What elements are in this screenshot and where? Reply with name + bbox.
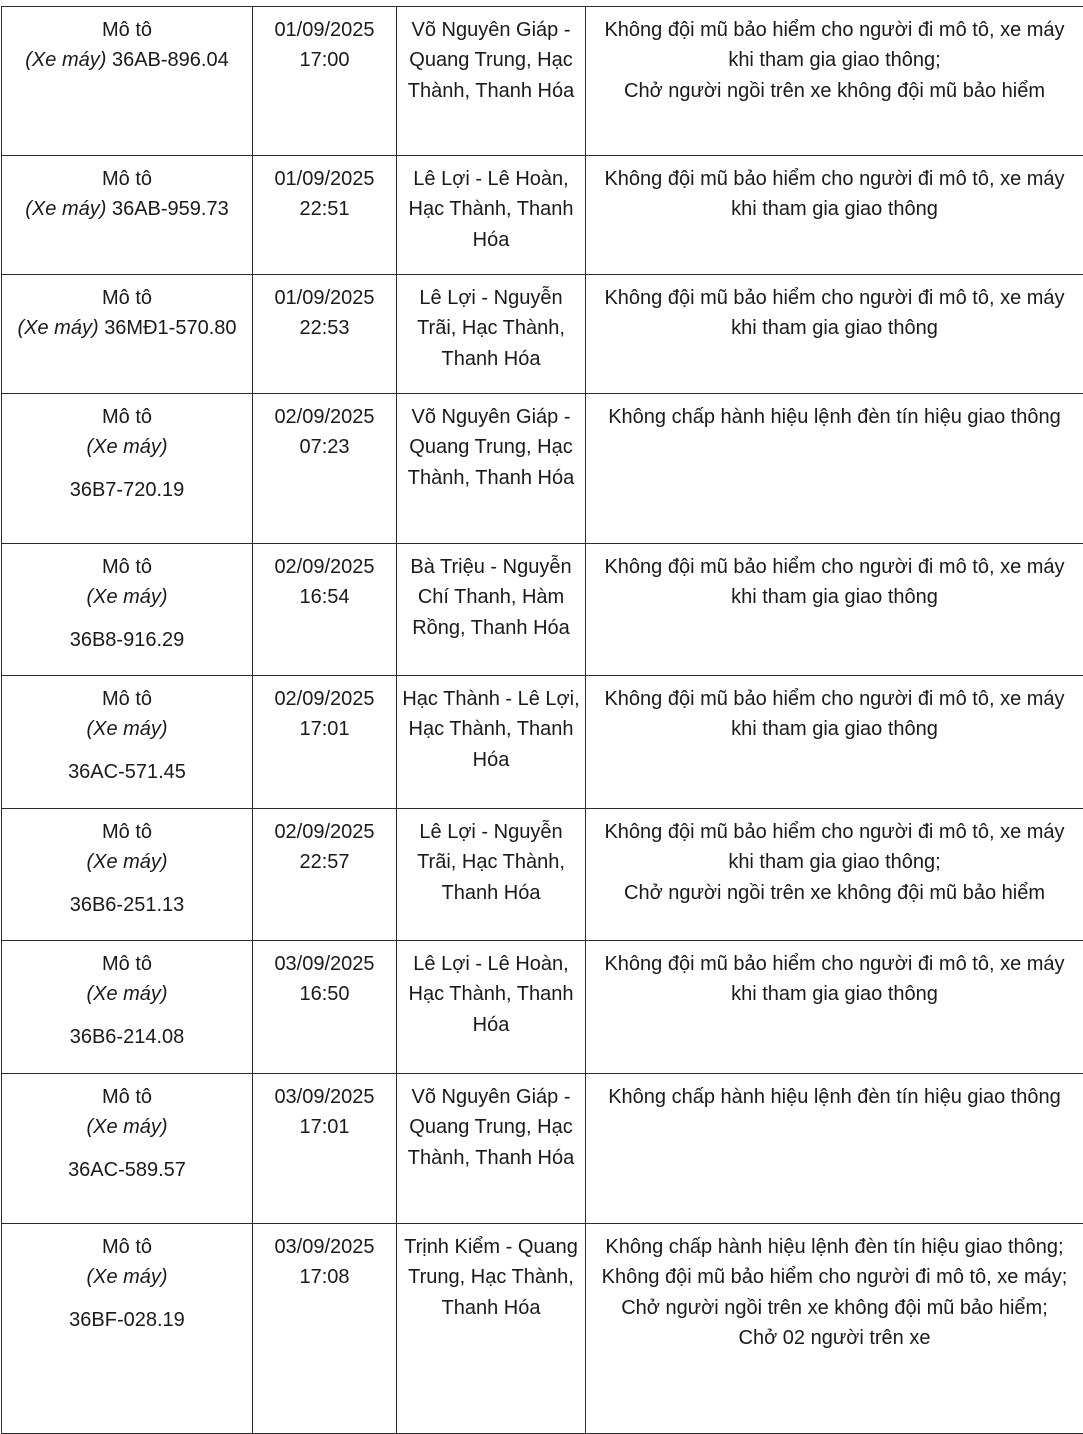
vehicle-cell: [2, 941, 253, 1074]
violation-location: Lê Lợi - Lê Hoàn, Hạc Thành, Thanh Hóa: [402, 164, 580, 255]
violation-location: Võ Nguyên Giáp - Quang Trung, Hạc Thành, Thanh Hóa: [402, 402, 580, 493]
violation-time: 17:08: [258, 1262, 391, 1292]
violation-location: Hạc Thành - Lê Lợi, Hạc Thành, Thanh Hóa: [402, 684, 580, 775]
violation-time: 07:23: [258, 432, 391, 462]
vehicle-subtype: [7, 1112, 247, 1142]
vehicle-cell: [2, 156, 253, 275]
vehicle-type: Mô tô: [7, 1232, 247, 1262]
violation-cell: [586, 941, 1083, 1074]
vehicle-type: Mô tô: [7, 949, 247, 979]
table-row: [2, 394, 1083, 544]
vehicle-type: Mô tô: [7, 402, 247, 432]
violation-location: Lê Lợi - Lê Hoàn, Hạc Thành, Thanh Hóa: [402, 949, 580, 1040]
violation-description: Không chấp hành hiệu lệnh đèn tín hiệu giao thông: [588, 1082, 1081, 1112]
violation-cell: [586, 275, 1083, 394]
violation-time: 17:00: [258, 45, 391, 75]
violation-date: 03/09/2025: [258, 949, 391, 979]
violations-table: [1, 6, 1083, 1434]
datetime-cell: [253, 1224, 397, 1434]
violation-location: Lê Lợi - Nguyễn Trãi, Hạc Thành, Thanh Hóa: [402, 283, 580, 374]
location-cell: [397, 1224, 586, 1434]
license-plate: 36B6-214.08: [7, 1022, 247, 1052]
violation-date: 01/09/2025: [258, 164, 391, 194]
violation-time: 16:50: [258, 979, 391, 1009]
vehicle-subtype-text: (Xe máy): [86, 718, 167, 740]
location-cell: [397, 809, 586, 941]
violation-description: Chở người ngồi trên xe không đội mũ bảo hiểm;: [591, 1293, 1078, 1323]
license-plate: 36BF-028.19: [7, 1305, 247, 1335]
vehicle-cell: [2, 676, 253, 809]
vehicle-subtype: [7, 432, 247, 462]
violation-date: 01/09/2025: [258, 283, 391, 313]
vehicle-type: Mô tô: [7, 552, 247, 582]
violation-description: Không chấp hành hiệu lệnh đèn tín hiệu giao thông: [588, 402, 1081, 432]
table-row: [2, 7, 1083, 156]
violation-location: Lê Lợi - Nguyễn Trãi, Hạc Thành, Thanh Hóa: [402, 817, 580, 908]
vehicle-subtype-text: (Xe máy): [86, 851, 167, 873]
license-plate: 36AC-571.45: [7, 757, 247, 787]
vehicle-type: Mô tô: [7, 283, 247, 313]
violation-time: 22:57: [258, 847, 391, 877]
vehicle-subtype-and-plate: [7, 45, 247, 75]
datetime-cell: [253, 809, 397, 941]
vehicle-cell: [2, 1224, 253, 1434]
vehicle-subtype-text: (Xe máy): [86, 586, 167, 608]
violation-description: Không đội mũ bảo hiểm cho người đi mô tô, xe máy khi tham gia giao thông: [591, 283, 1078, 344]
license-plate: 36AB-896.04: [112, 49, 229, 71]
table-row: [2, 544, 1083, 676]
violation-date: 02/09/2025: [258, 684, 391, 714]
violation-description: Chở 02 người trên xe: [591, 1323, 1078, 1353]
violation-date: 02/09/2025: [258, 817, 391, 847]
violation-location: Bà Triệu - Nguyễn Chí Thanh, Hàm Rồng, Thanh Hóa: [402, 552, 580, 643]
datetime-cell: [253, 394, 397, 544]
vehicle-type: Mô tô: [7, 1082, 247, 1112]
violation-description: Không đội mũ bảo hiểm cho người đi mô tô, xe máy khi tham gia giao thông: [591, 949, 1078, 1010]
violation-description: Không đội mũ bảo hiểm cho người đi mô tô, xe máy khi tham gia giao thông;: [591, 15, 1078, 76]
table-row: [2, 275, 1083, 394]
datetime-cell: [253, 676, 397, 809]
violation-date: 03/09/2025: [258, 1082, 391, 1112]
vehicle-subtype-and-plate: [7, 194, 247, 224]
violation-date: 02/09/2025: [258, 402, 391, 432]
violation-location: Võ Nguyên Giáp - Quang Trung, Hạc Thành, Thanh Hóa: [402, 1082, 580, 1173]
violation-time: 17:01: [258, 1112, 391, 1142]
location-cell: [397, 941, 586, 1074]
vehicle-type: Mô tô: [7, 684, 247, 714]
vehicle-subtype: [7, 1262, 247, 1292]
vehicle-cell: [2, 1074, 253, 1224]
violation-date: 03/09/2025: [258, 1232, 391, 1262]
vehicle-subtype: [7, 847, 247, 877]
table-row: [2, 1074, 1083, 1224]
location-cell: [397, 394, 586, 544]
vehicle-subtype: (Xe máy): [18, 317, 99, 339]
table-row: [2, 809, 1083, 941]
table-row: [2, 941, 1083, 1074]
datetime-cell: [253, 1074, 397, 1224]
datetime-cell: [253, 7, 397, 156]
violation-description: Chở người ngồi trên xe không đội mũ bảo hiểm: [591, 878, 1078, 908]
violation-cell: [586, 156, 1083, 275]
table-row: [2, 156, 1083, 275]
vehicle-subtype-text: (Xe máy): [86, 436, 167, 458]
vehicle-subtype-and-plate: [7, 313, 247, 343]
datetime-cell: [253, 544, 397, 676]
violation-cell: [586, 394, 1083, 544]
location-cell: [397, 7, 586, 156]
location-cell: [397, 156, 586, 275]
license-plate: 36B7-720.19: [7, 475, 247, 505]
vehicle-subtype-text: (Xe máy): [86, 983, 167, 1005]
vehicle-subtype: (Xe máy): [25, 49, 106, 71]
violation-location: Trịnh Kiểm - Quang Trung, Hạc Thành, Thanh Hóa: [402, 1232, 580, 1323]
vehicle-subtype-text: (Xe máy): [86, 1116, 167, 1138]
violation-time: 16:54: [258, 582, 391, 612]
violation-time: 17:01: [258, 714, 391, 744]
violation-cell: [586, 809, 1083, 941]
vehicle-cell: [2, 809, 253, 941]
violation-description: Không đội mũ bảo hiểm cho người đi mô tô, xe máy khi tham gia giao thông;: [591, 817, 1078, 878]
vehicle-cell: [2, 544, 253, 676]
violation-cell: [586, 1224, 1083, 1434]
location-cell: [397, 676, 586, 809]
vehicle-type: Mô tô: [7, 164, 247, 194]
violation-description: Không đội mũ bảo hiểm cho người đi mô tô, xe máy khi tham gia giao thông: [591, 164, 1078, 225]
vehicle-subtype: (Xe máy): [25, 198, 106, 220]
violation-location: Võ Nguyên Giáp - Quang Trung, Hạc Thành, Thanh Hóa: [402, 15, 580, 106]
datetime-cell: [253, 941, 397, 1074]
vehicle-subtype: [7, 714, 247, 744]
vehicle-cell: [2, 275, 253, 394]
vehicle-subtype: [7, 979, 247, 1009]
location-cell: [397, 275, 586, 394]
location-cell: [397, 1074, 586, 1224]
license-plate: 36B8-916.29: [7, 625, 247, 655]
violation-date: 02/09/2025: [258, 552, 391, 582]
table-row: [2, 676, 1083, 809]
datetime-cell: [253, 156, 397, 275]
vehicle-cell: [2, 394, 253, 544]
vehicle-type: Mô tô: [7, 15, 247, 45]
license-plate: 36AB-959.73: [112, 198, 229, 220]
violation-description: Không đội mũ bảo hiểm cho người đi mô tô, xe máy khi tham gia giao thông: [591, 684, 1078, 745]
license-plate: 36AC-589.57: [7, 1155, 247, 1185]
datetime-cell: [253, 275, 397, 394]
vehicle-type: Mô tô: [7, 817, 247, 847]
license-plate: 36B6-251.13: [7, 890, 247, 920]
table-row: [2, 1224, 1083, 1434]
location-cell: [397, 544, 586, 676]
violation-cell: [586, 1074, 1083, 1224]
violation-description: Không chấp hành hiệu lệnh đèn tín hiệu giao thông;: [591, 1232, 1078, 1262]
violation-description: Không đội mũ bảo hiểm cho người đi mô tô, xe máy;: [591, 1262, 1078, 1292]
violation-time: 22:51: [258, 194, 391, 224]
vehicle-subtype: [7, 582, 247, 612]
vehicle-cell: [2, 7, 253, 156]
violation-time: 22:53: [258, 313, 391, 343]
violation-description: Chở người ngồi trên xe không đội mũ bảo hiểm: [591, 76, 1078, 106]
violation-cell: [586, 676, 1083, 809]
license-plate: 36MĐ1-570.80: [104, 317, 236, 339]
vehicle-subtype-text: (Xe máy): [86, 1266, 167, 1288]
violation-description: Không đội mũ bảo hiểm cho người đi mô tô, xe máy khi tham gia giao thông: [591, 552, 1078, 613]
violation-date: 01/09/2025: [258, 15, 391, 45]
violation-cell: [586, 7, 1083, 156]
violation-cell: [586, 544, 1083, 676]
